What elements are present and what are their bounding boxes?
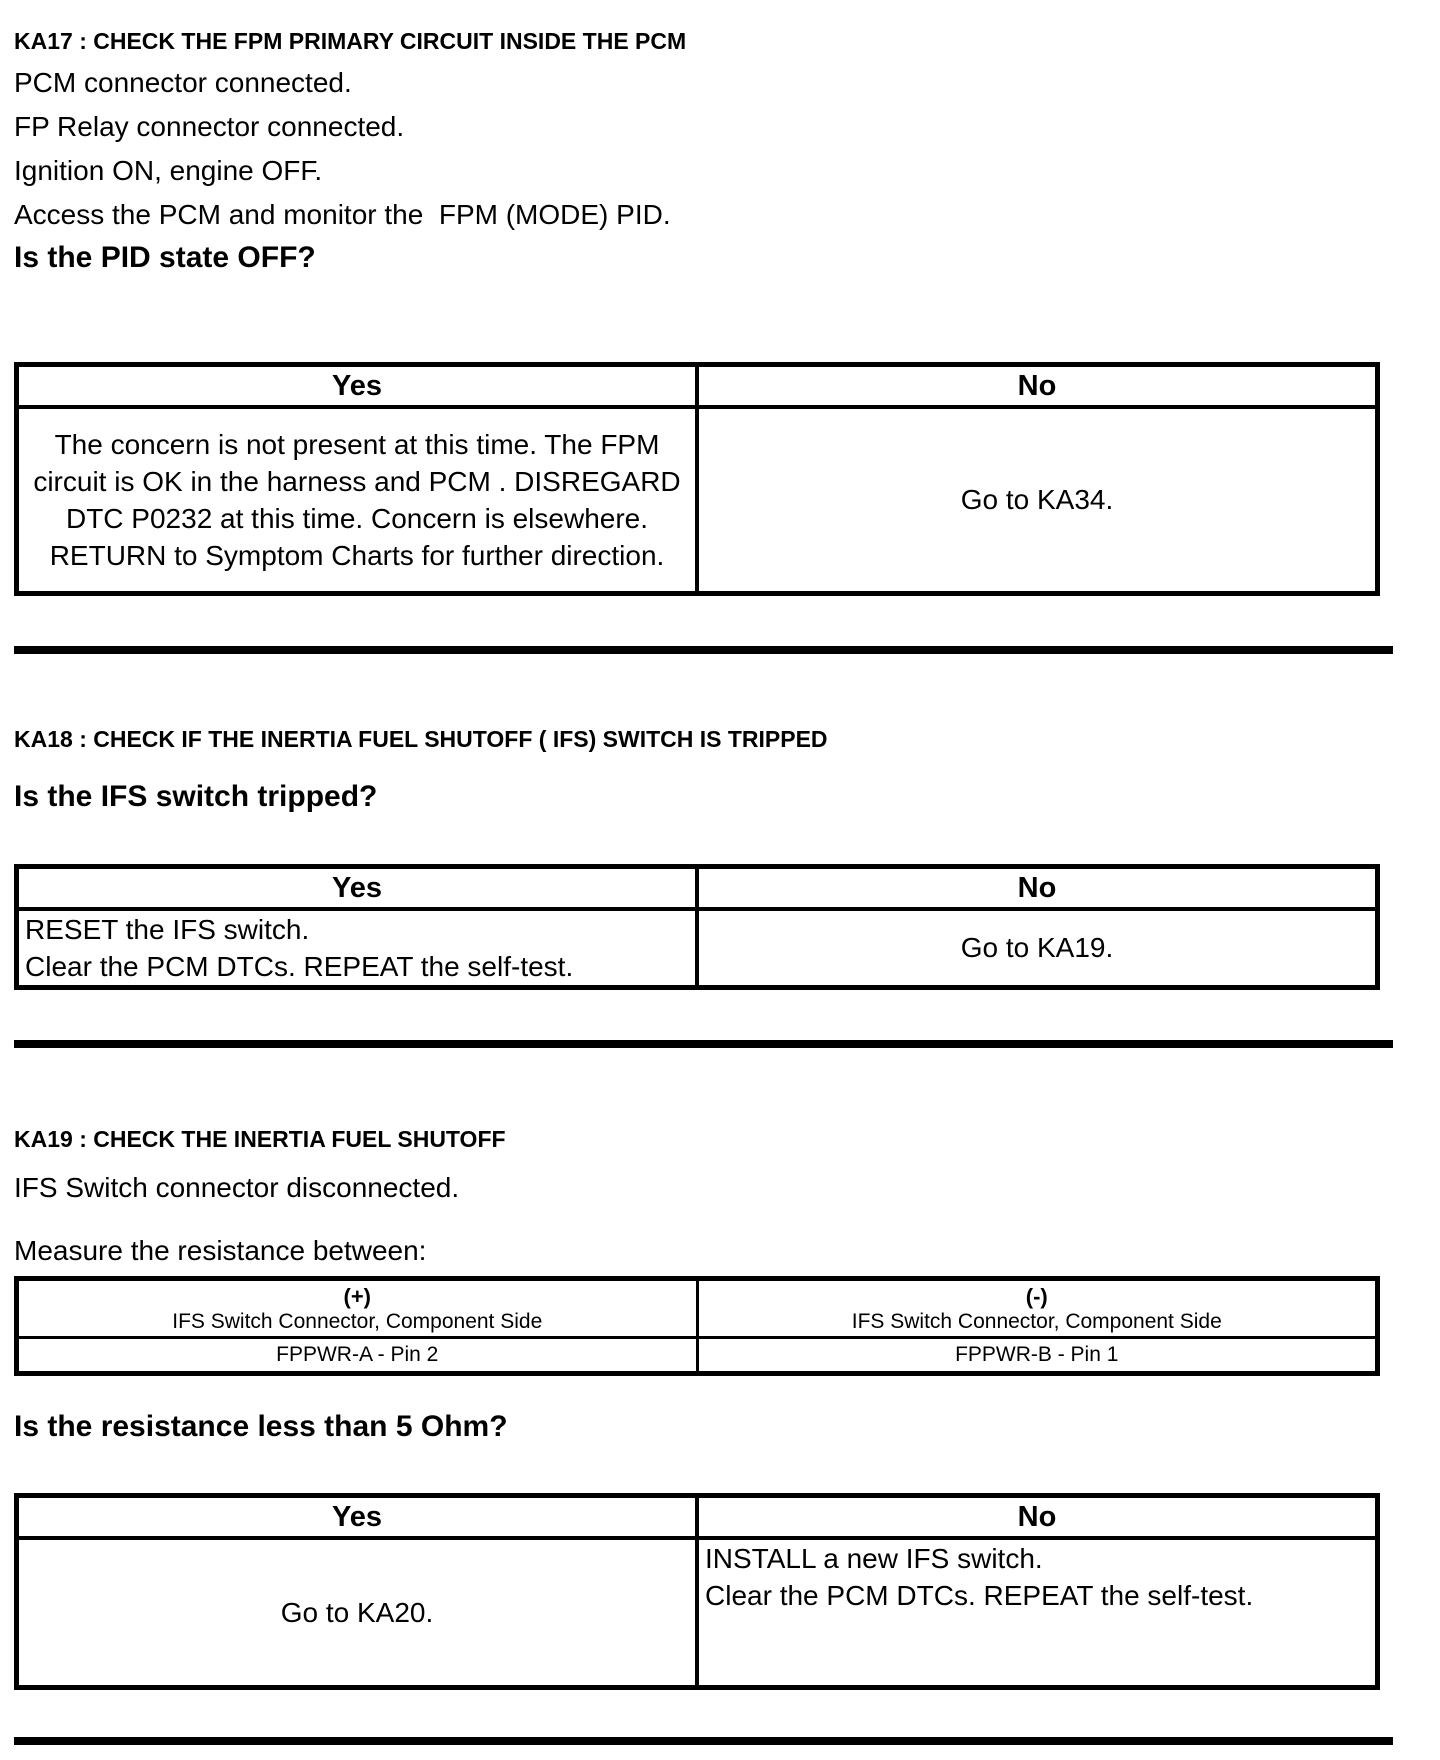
action-line: Go to KA19. — [960, 932, 1114, 963]
yes-action-cell — [17, 1538, 698, 1688]
yes-action-cell — [17, 407, 698, 593]
section-heading: KA18 : CHECK IF THE INERTIA FUEL SHUTOFF ( IFS) SWITCH IS TRIPPED — [14, 725, 828, 752]
decision-question: Is the PID state OFF? — [14, 241, 316, 274]
action-line: Go to KA20. — [280, 1596, 434, 1628]
decision-action-row — [17, 1538, 1378, 1688]
procedure-step: IFS Switch connector disconnected. — [14, 1171, 460, 1203]
yes-column-header: Yes — [17, 866, 698, 909]
decision-header-row — [17, 866, 1378, 909]
section-heading: KA17 : CHECK THE FPM PRIMARY CIRCUIT INSIDE THE PCM — [14, 28, 687, 54]
no-action-cell — [697, 1538, 1378, 1688]
measurement-pin-row — [17, 1337, 1378, 1373]
pinpoint-test-section-ka19 — [14, 1126, 1440, 1691]
decision-question: Is the IFS switch tripped? — [14, 779, 378, 813]
yes-column-header: Yes — [17, 1495, 698, 1538]
no-column-header: No — [697, 365, 1378, 408]
action-line: Clear the PCM DTCs. REPEAT the self-test. — [25, 950, 574, 982]
procedure-step: Access the PCM and monitor the FPM (MODE) PID. — [14, 199, 671, 230]
decision-action-row — [17, 909, 1378, 988]
no-column-header: No — [697, 866, 1378, 909]
measurement-table — [14, 1276, 1380, 1376]
positive-lead-pin: FPPWR-A - Pin 2 — [17, 1337, 698, 1373]
action-line: INSTALL a new IFS switch. — [705, 1542, 1043, 1574]
procedure-step: Ignition ON, engine OFF. — [14, 155, 323, 186]
pinpoint-test-section-ka17 — [14, 28, 1440, 596]
section-divider — [14, 1737, 1393, 1745]
negative-lead-header — [697, 1278, 1378, 1337]
no-action-cell — [697, 407, 1378, 593]
decision-header-row — [17, 365, 1378, 408]
positive-lead-header — [17, 1278, 698, 1337]
action-line: Go to KA34. — [960, 484, 1114, 516]
negative-lead-pin: FPPWR-B - Pin 1 — [697, 1337, 1378, 1373]
procedure-step: FP Relay connector connected. — [14, 111, 405, 142]
decision-table — [14, 362, 1380, 596]
yes-action-cell — [17, 909, 698, 988]
decision-table — [14, 864, 1380, 990]
section-divider — [14, 646, 1393, 654]
no-column-header: No — [697, 1495, 1378, 1538]
measurement-header-row — [17, 1278, 1378, 1337]
negative-connector-label: IFS Switch Connector, Component Side — [851, 1309, 1222, 1333]
section-divider — [14, 1040, 1393, 1048]
procedure-step: Measure the resistance between: — [14, 1234, 427, 1266]
positive-connector-label: IFS Switch Connector, Component Side — [172, 1309, 543, 1333]
decision-action-row — [17, 407, 1378, 593]
yes-column-header: Yes — [17, 365, 698, 408]
procedure-step: PCM connector connected. — [14, 67, 352, 98]
no-action-cell — [697, 909, 1378, 988]
decision-table — [14, 1493, 1380, 1691]
action-line: RESET the IFS switch. — [25, 913, 310, 945]
positive-polarity-label: (+) — [343, 1283, 371, 1309]
action-line: The concern is not present at this time. The FPM circuit is OK in the harness and PCM . DISREGARD DTC P0232 at this time. Concern is elsewhere. RETURN to Symptom Charts for further direction. — [33, 428, 681, 571]
pinpoint-test-section-ka18 — [14, 726, 1440, 990]
action-line: Clear the PCM DTCs. REPEAT the self-test. — [705, 1579, 1254, 1611]
decision-header-row — [17, 1495, 1378, 1538]
decision-question: Is the resistance less than 5 Ohm? — [14, 1409, 508, 1443]
section-heading: KA19 : CHECK THE INERTIA FUEL SHUTOFF — [14, 1125, 506, 1152]
negative-polarity-label: (-) — [1025, 1283, 1048, 1309]
